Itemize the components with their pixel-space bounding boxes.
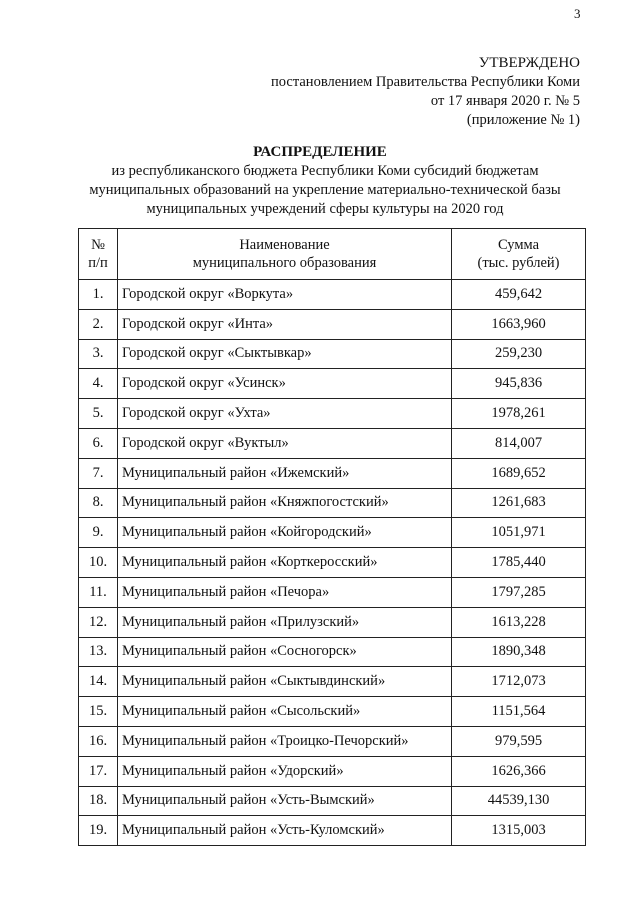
page-number: 3	[574, 6, 581, 21]
table-row	[79, 428, 586, 458]
row-number: 2.	[79, 309, 118, 339]
row-sum: 1261,683	[452, 488, 586, 518]
table-row	[79, 399, 586, 429]
row-number: 1.	[79, 280, 118, 310]
table-row	[79, 607, 586, 637]
row-name: Городской округ «Усинск»	[118, 369, 452, 399]
row-name: Муниципальный район «Корткеросский»	[118, 548, 452, 578]
row-number: 10.	[79, 548, 118, 578]
row-sum: 814,007	[452, 428, 586, 458]
header-name: Наименование муниципального образования	[118, 229, 452, 280]
table-row	[79, 488, 586, 518]
row-name: Муниципальный район «Ижемский»	[118, 458, 452, 488]
row-sum: 1613,228	[452, 607, 586, 637]
table-row	[79, 518, 586, 548]
row-sum: 44539,130	[452, 786, 586, 816]
header-sum: Сумма (тыс. рублей)	[452, 229, 586, 280]
row-name: Городской округ «Ухта»	[118, 399, 452, 429]
subtitle-line: муниципальных образований на укрепление материально-технической базы	[89, 182, 561, 198]
row-name: Городской округ «Вуктыл»	[118, 428, 452, 458]
table-row	[79, 280, 586, 310]
subtitle-line: из республиканского бюджета Республики Коми субсидий бюджетам	[111, 163, 539, 179]
row-sum: 459,642	[452, 280, 586, 310]
row-number: 9.	[79, 518, 118, 548]
header-number: № п/п	[79, 229, 118, 280]
row-number: 12.	[79, 607, 118, 637]
table-row	[79, 548, 586, 578]
row-number: 8.	[79, 488, 118, 518]
row-name: Муниципальный район «Сыктывдинский»	[118, 667, 452, 697]
row-number: 5.	[79, 399, 118, 429]
approval-heading: УТВЕРЖДЕНО	[478, 55, 580, 71]
row-name: Муниципальный район «Прилузский»	[118, 607, 452, 637]
row-number: 16.	[79, 726, 118, 756]
document-title: РАСПРЕДЕЛЕНИЕ	[253, 144, 387, 160]
row-sum: 1785,440	[452, 548, 586, 578]
distribution-table	[78, 228, 586, 846]
row-name: Муниципальный район «Княжпогостский»	[118, 488, 452, 518]
row-sum: 1626,366	[452, 756, 586, 786]
row-sum: 1712,073	[452, 667, 586, 697]
table-row	[79, 726, 586, 756]
row-name: Муниципальный район «Удорский»	[118, 756, 452, 786]
row-number: 19.	[79, 816, 118, 846]
table-row	[79, 637, 586, 667]
table-row	[79, 697, 586, 727]
row-name: Городской округ «Воркута»	[118, 280, 452, 310]
row-sum: 1663,960	[452, 309, 586, 339]
table-row	[79, 816, 586, 846]
table-header-row	[79, 229, 586, 280]
table-row	[79, 309, 586, 339]
row-number: 17.	[79, 756, 118, 786]
document-subtitle	[60, 162, 590, 219]
table-row	[79, 458, 586, 488]
row-number: 15.	[79, 697, 118, 727]
row-sum: 1151,564	[452, 697, 586, 727]
row-sum: 1689,652	[452, 458, 586, 488]
table-row	[79, 339, 586, 369]
row-name: Муниципальный район «Усть-Вымский»	[118, 786, 452, 816]
row-name: Муниципальный район «Койгородский»	[118, 518, 452, 548]
approval-line: постановлением Правительства Республики Коми	[271, 74, 580, 90]
row-sum: 1315,003	[452, 816, 586, 846]
table-row	[79, 667, 586, 697]
row-number: 4.	[79, 369, 118, 399]
row-name: Городской округ «Инта»	[118, 309, 452, 339]
row-number: 18.	[79, 786, 118, 816]
row-sum: 979,595	[452, 726, 586, 756]
row-number: 7.	[79, 458, 118, 488]
row-sum: 259,230	[452, 339, 586, 369]
row-sum: 945,836	[452, 369, 586, 399]
row-name: Муниципальный район «Печора»	[118, 577, 452, 607]
row-number: 6.	[79, 428, 118, 458]
row-number: 11.	[79, 577, 118, 607]
row-sum: 1797,285	[452, 577, 586, 607]
row-name: Муниципальный район «Сысольский»	[118, 697, 452, 727]
row-sum: 1978,261	[452, 399, 586, 429]
row-name: Муниципальный район «Сосногорск»	[118, 637, 452, 667]
table-row	[79, 369, 586, 399]
approval-line: от 17 января 2020 г. № 5	[430, 93, 580, 109]
table-row	[79, 786, 586, 816]
row-name: Муниципальный район «Троицко-Печорский»	[118, 726, 452, 756]
row-name: Городской округ «Сыктывкар»	[118, 339, 452, 369]
row-sum: 1890,348	[452, 637, 586, 667]
row-number: 3.	[79, 339, 118, 369]
row-sum: 1051,971	[452, 518, 586, 548]
table-row	[79, 756, 586, 786]
approval-block	[271, 54, 580, 130]
subtitle-line: муниципальных учреждений сферы культуры на 2020 год	[146, 201, 504, 217]
row-number: 13.	[79, 637, 118, 667]
row-number: 14.	[79, 667, 118, 697]
table-row	[79, 577, 586, 607]
row-name: Муниципальный район «Усть-Куломский»	[118, 816, 452, 846]
approval-line: (приложение № 1)	[466, 112, 580, 128]
